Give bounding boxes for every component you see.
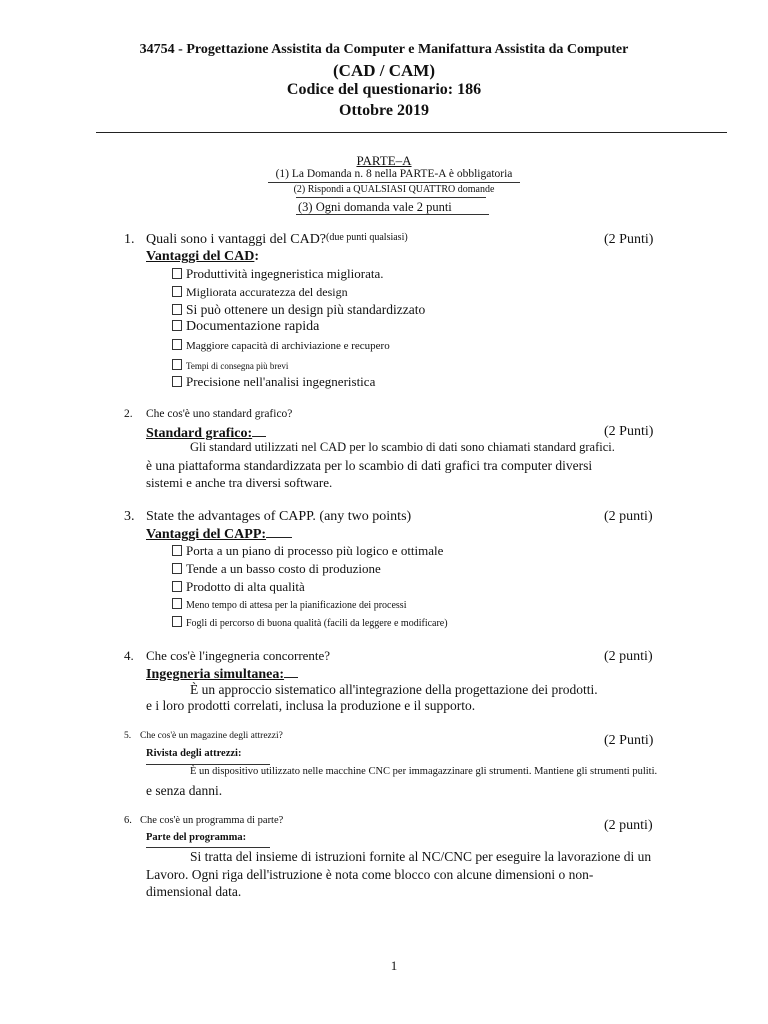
list-item-text: Prodotto di alta qualità: [186, 579, 305, 594]
list-item-text: Produttività ingegneristica migliorata.: [186, 266, 384, 281]
answer-line: È un dispositivo utilizzato nelle macchine CNC per immagazzinare gli strumenti. Mantiene gli strumenti puliti.: [190, 766, 658, 777]
answer-heading: [146, 665, 298, 683]
question-text: Che cos'è un magazine degli attrezzi?: [140, 731, 283, 741]
list-item-text: Maggiore capacità di archiviazione e recupero: [186, 340, 390, 352]
header-divider: [96, 132, 727, 133]
list-item: [172, 598, 406, 611]
list-item-text: Migliorata accuratezza del design: [186, 285, 348, 299]
checkbox-bullet-icon: [172, 581, 182, 592]
list-item-text: Tempi di consegna più brevi: [186, 361, 289, 371]
checkbox-bullet-icon: [172, 304, 182, 315]
answer-heading-text: Vantaggi del CAPP:: [146, 527, 267, 542]
part-note-2: (2) Rispondi a QUALSIASI QUATTRO domande: [293, 184, 495, 195]
list-item-text: Porta a un piano di processo più logico e ottimale: [186, 543, 444, 558]
answer-line: dimensional data.: [146, 884, 242, 899]
answer-line: Lavoro. Ogni riga dell'istruzione è nota come blocco con alcune dimensioni o non-: [146, 867, 594, 882]
checkbox-bullet-icon: [172, 616, 182, 627]
checkbox-bullet-icon: [172, 359, 182, 370]
part-note-1: (1) La Domanda n. 8 nella PARTE-A è obbligatoria: [275, 168, 513, 180]
course-title: 34754 - Progettazione Assistita da Computer e Manifattura Assistita da Computer: [139, 42, 629, 57]
answer-line: è una piattaforma standardizzata per lo scambio di dati grafici tra computer diversi: [146, 458, 593, 473]
question-points: (2 Punti): [604, 733, 654, 748]
checkbox-bullet-icon: [172, 339, 182, 350]
list-item-text: Si può ottenere un design più standardizzato: [186, 302, 426, 317]
heading-underline: [146, 847, 270, 848]
answer-line: e senza danni.: [146, 783, 223, 798]
answer-line: e i loro prodotti correlati, inclusa la produzione e il supporto.: [146, 698, 476, 713]
list-item: [172, 339, 390, 352]
list-item: [172, 616, 448, 629]
heading-underline: [146, 764, 270, 765]
answer-line: È un approccio sistematico all'integrazione della progettazione dei prodotti.: [190, 682, 598, 697]
answer-heading: [146, 249, 259, 265]
answer-line: Gli standard utilizzati nel CAD per lo scambio di dati sono chiamati standard grafici.: [190, 440, 615, 454]
question-text: Che cos'è l'ingegneria concorrente?: [146, 648, 331, 663]
list-item: [172, 359, 288, 371]
checkbox-bullet-icon: [172, 286, 182, 297]
answer-line: Si tratta del insieme di istruzioni fornite al NC/CNC per eseguire la lavorazione di un: [190, 849, 652, 864]
questionnaire-code: Codice del questionario: 186: [286, 81, 482, 98]
question-points: (2 punti): [604, 649, 653, 664]
page-number: 1: [390, 958, 398, 973]
part-title: PARTE–A: [356, 153, 412, 168]
list-item: [172, 302, 425, 318]
answer-heading-text: Ingegneria simultanea:: [146, 667, 285, 682]
heading-colon: :: [254, 249, 260, 264]
list-item-text: Precisione nell'analisi ingegneristica: [186, 374, 376, 389]
checkbox-bullet-icon: [172, 320, 182, 331]
heading-underline: [284, 665, 298, 678]
list-item-text: Fogli di percorso di buona qualità (facili da leggere e modificare): [186, 618, 448, 629]
question-number: 2.: [124, 408, 133, 420]
question-points: (2 Punti): [604, 232, 654, 247]
answer-heading: [146, 525, 292, 543]
answer-heading: Parte del programma:: [146, 832, 247, 843]
question-text: Che cos'è un programma di parte?: [140, 815, 284, 826]
note-underline: [268, 182, 520, 183]
question-text: Che cos'è uno standard grafico?: [146, 408, 293, 420]
question-points: (2 punti): [604, 818, 653, 833]
part-note-3: (3) Ogni domanda vale 2 punti: [298, 200, 452, 214]
list-item-text: Documentazione rapida: [186, 319, 320, 334]
exam-date: Ottobre 2019: [339, 102, 429, 119]
answer-heading-text: Vantaggi del CAD: [146, 249, 255, 264]
question-points: (2 Punti): [604, 424, 654, 439]
list-item: [172, 579, 305, 595]
answer-line: sistemi e anche tra diversi software.: [146, 475, 333, 490]
checkbox-bullet-icon: [172, 598, 182, 609]
list-item: [172, 319, 319, 335]
note-underline: [296, 214, 489, 215]
question-hint: (due punti qualsiasi): [326, 232, 408, 243]
heading-underline: [252, 424, 266, 437]
question-text: State the advantages of CAPP. (any two points): [146, 509, 412, 524]
list-item: [172, 561, 381, 577]
answer-heading: Rivista degli attrezzi:: [146, 748, 242, 759]
question-text: [146, 232, 408, 248]
checkbox-bullet-icon: [172, 545, 182, 556]
checkbox-bullet-icon: [172, 563, 182, 574]
list-item-text: Meno tempo di attesa per la pianificazione dei processi: [186, 600, 407, 611]
question-points: (2 punti): [604, 509, 653, 524]
list-item: [172, 374, 375, 390]
question-number: 4.: [124, 648, 134, 663]
answer-heading-text: Standard grafico:: [146, 426, 253, 441]
list-item: [172, 266, 383, 282]
question-number: 1.: [124, 232, 135, 247]
note-underline: [296, 197, 486, 198]
list-item: [172, 543, 443, 559]
list-item-text: Tende a un basso costo di produzione: [186, 561, 381, 576]
list-item: [172, 285, 348, 300]
course-abbrev: (CAD / CAM): [333, 61, 435, 80]
checkbox-bullet-icon: [172, 268, 182, 279]
heading-underline: [266, 525, 292, 538]
question-number: 3.: [124, 509, 135, 524]
question-number: 6.: [124, 815, 132, 826]
question-1-text: Quali sono i vantaggi del CAD?: [146, 232, 327, 247]
question-number: 5.: [124, 731, 132, 741]
checkbox-bullet-icon: [172, 376, 182, 387]
